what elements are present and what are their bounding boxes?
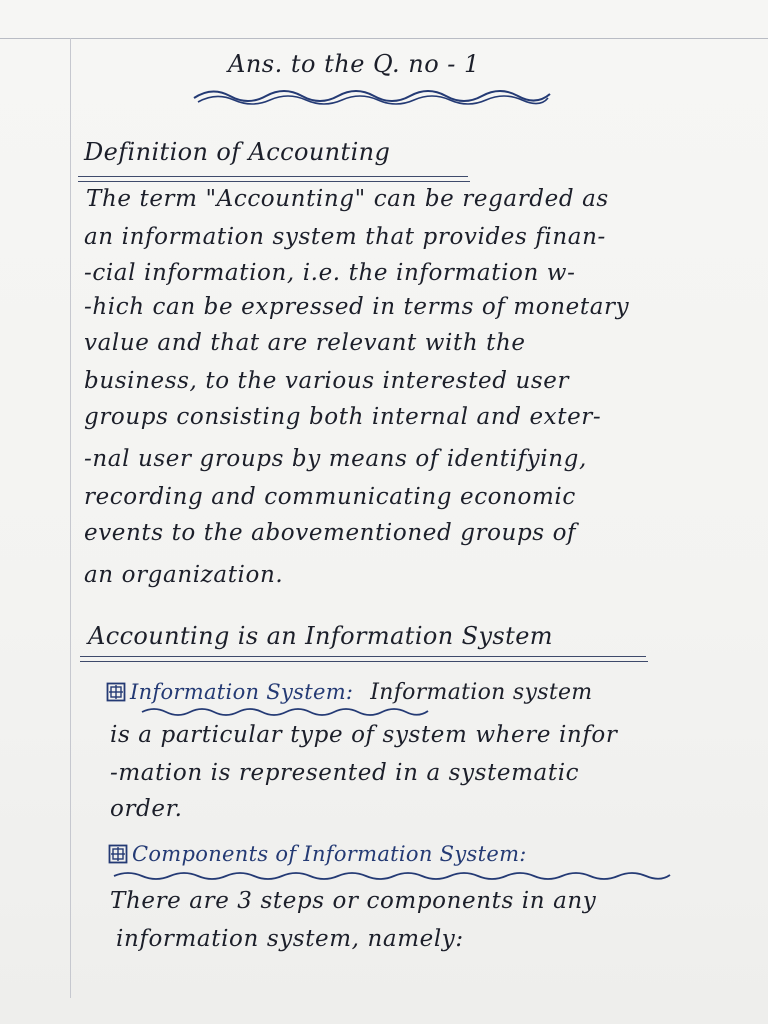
- information-system-item: [106, 680, 592, 705]
- heading-underline-second: [80, 661, 648, 662]
- boxed-plus-bullet-icon: [106, 682, 126, 702]
- body-line: value and that are relevant with the: [84, 330, 526, 356]
- page-title: Ans. to the Q. no - 1: [228, 50, 480, 78]
- body-line: -nal user groups by means of identifying,: [84, 446, 587, 472]
- body-line: -hich can be expressed in terms of monetary: [84, 294, 630, 320]
- body-line: is a particular type of system where infor: [110, 722, 618, 748]
- boxed-plus-bullet-icon: [108, 844, 128, 864]
- body-line: events to the abovementioned groups of: [84, 520, 577, 546]
- information-system-first-line: Information system: [370, 680, 593, 705]
- body-line: an organization.: [84, 562, 284, 588]
- label-wavy-underline: [140, 704, 430, 718]
- body-line: information system, namely:: [116, 926, 464, 952]
- top-ruled-line: [0, 38, 768, 39]
- heading-underline: [80, 656, 646, 657]
- body-line: -cial information, i.e. the information w-: [84, 260, 576, 286]
- body-line: -mation is represented in a systematic: [110, 760, 580, 786]
- body-line: There are 3 steps or components in any: [110, 888, 597, 914]
- body-line: The term "Accounting" can be regarded as: [86, 186, 609, 212]
- label-wavy-underline: [112, 868, 672, 882]
- heading-underline-second: [78, 181, 470, 182]
- components-label: Components of Information System:: [132, 842, 527, 866]
- heading-underline: [78, 176, 468, 177]
- information-system-label: Information System:: [130, 680, 354, 704]
- components-item: [108, 842, 527, 866]
- title-wavy-underline: [192, 84, 552, 106]
- body-line: business, to the various interested user: [84, 368, 570, 394]
- body-line: order.: [110, 796, 183, 822]
- section-heading-definition: Definition of Accounting: [84, 138, 391, 166]
- body-line: recording and communicating economic: [84, 484, 576, 510]
- section-heading-information-system: Accounting is an Information System: [88, 622, 553, 650]
- body-line: an information system that provides finan-: [84, 224, 606, 250]
- left-margin-line: [70, 38, 71, 998]
- body-line: groups consisting both internal and exter-: [84, 404, 602, 430]
